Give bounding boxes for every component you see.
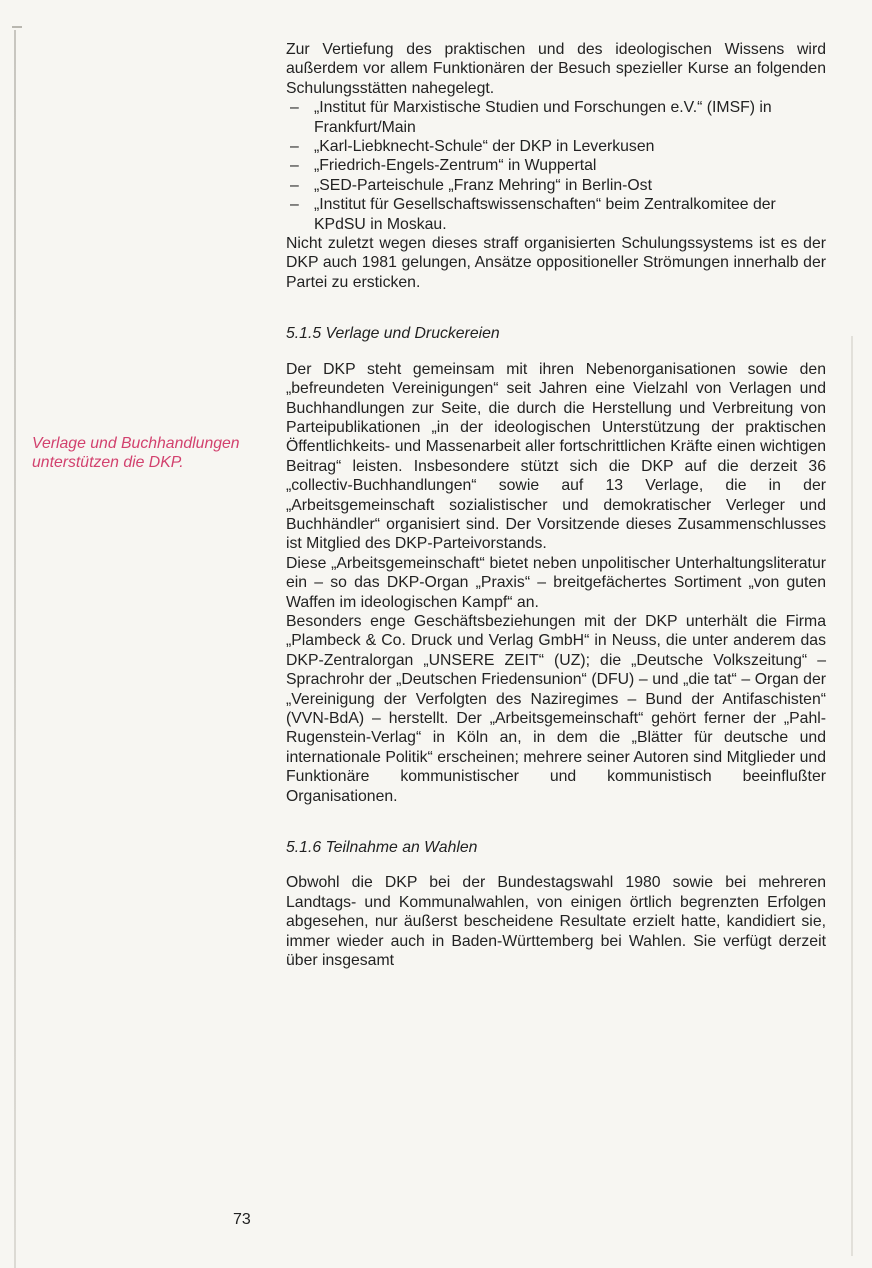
list-item: – „Institut für Gesellschaftswissenschaften“ beim Zentralkomitee der KPdSU in Moskau. xyxy=(290,196,776,233)
bullet-dash: – xyxy=(290,157,299,175)
list-item: – „Institut für Marxistische Studien und Forschungen e.V.“ (IMSF) in Frankfurt/Main xyxy=(290,99,772,136)
bullet-dash: – xyxy=(290,138,299,156)
intro-paragraph: Zur Vertiefung des praktischen und des ideologischen Wissens wird außerdem vor allem Funktionären der Besuch spezieller Kurse an folgenden Schulungsstätten nahegelegt. xyxy=(286,41,826,97)
bullet-dash: – xyxy=(290,196,299,214)
page-number: 73 xyxy=(233,1211,251,1228)
main-text-column xyxy=(286,40,826,970)
list-item: – „Friedrich-Engels-Zentrum“ in Wuppertal xyxy=(290,157,597,175)
verlage-paragraph-1: Der DKP steht gemeinsam mit ihren Nebenorganisationen sowie den „befreundeten Vereinigungen“ seit Jahren eine Vielzahl von Verlagen und Buchhandlungen zur Seite, die durch die Herstellung und Verbreitung von Parteipublikationen „in der ideologischen Unterstützung der praktischen Öffentlichkeits- und Massenarbeit aller fortschrittlichen Kräfte einen wichtigen Beitrag“ leisten. Insbesondere stützt sich die DKP auf die derzeit 36 „collectiv-Buchhandlungen“ sowie auf 13 Verlage, die in der „Arbeitsgemeinschaft sozialistischer und demokratischer Verleger und Buchhändler“ organisiert sind. Der Vorsitzende dieses Zusammenschlusses ist Mitglied des DKP-Parteivorstands. xyxy=(286,360,826,553)
schulung-paragraph: Nicht zuletzt wegen dieses straff organisierten Schulungssystems ist es der DKP auch 1981 gelungen, Ansätze oppositioneller Strömungen innerhalb der Partei zu ersticken. xyxy=(286,235,826,291)
page-right-edge xyxy=(851,336,853,1256)
wahlen-paragraph-1: Obwohl die DKP bei der Bundestagswahl 1980 sowie bei mehreren Landtags- und Kommunalwahlen, von einigen örtlich begrenzten Erfolgen abgesehen, nur äußerst bescheidene Resultate erzielt hatte, kandidiert sie, immer wieder auch in Baden-Württemberg bei Wahlen. Sie verfügt derzeit über insgesamt xyxy=(286,874,826,970)
page-binding-edge xyxy=(14,30,16,1268)
bullet-dash: – xyxy=(290,99,299,117)
bullet-dash: – xyxy=(290,176,299,194)
list-item: – „Karl-Liebknecht-Schule“ der DKP in Leverkusen xyxy=(290,138,655,156)
list-item: – „SED-Parteischule „Franz Mehring“ in Berlin-Ost xyxy=(290,176,652,194)
verlage-paragraph-2: Diese „Arbeitsgemeinschaft“ bietet neben unpolitischer Unterhaltungsliteratur ein – so das DKP-Organ „Praxis“ – breitgefächertes Sortiment „von guten Waffen im ideologischen Kampf“ an. xyxy=(286,554,826,611)
margin-note: Verlage und Buchhandlungen unterstützen die DKP. xyxy=(32,435,240,472)
schools-list xyxy=(286,98,826,234)
page-edge-tick xyxy=(12,26,22,28)
section-heading-wahlen: 5.1.6 Teilnahme an Wahlen xyxy=(286,839,478,857)
verlage-paragraph-3: Besonders enge Geschäftsbeziehungen mit der DKP unterhält die Firma „Plambeck & Co. Druck und Verlag GmbH“ in Neuss, die unter anderem das DKP-Zentralorgan „UNSERE ZEIT“ (UZ); die „Deutsche Volkszeitung“ – Sprachrohr der „Deutschen Friedensunion“ (DFU) – und „die tat“ – Organ der „Vereinigung der Verfolgten des Naziregimes – Bund der Antifaschisten“ (VVN-BdA) – herstellt. Der „Arbeitsgemeinschaft“ gehört ferner der „Pahl-Rugenstein-Verlag“ in Köln an, in dem die „Blätter für deutsche und internationale Politik“ erscheinen; mehrere seiner Autoren sind Mitglieder und Funktionäre kommunistischer und kommunistisch beeinflußter Organisationen. xyxy=(286,612,826,805)
section-heading-verlage: 5.1.5 Verlage und Druckereien xyxy=(286,325,500,343)
